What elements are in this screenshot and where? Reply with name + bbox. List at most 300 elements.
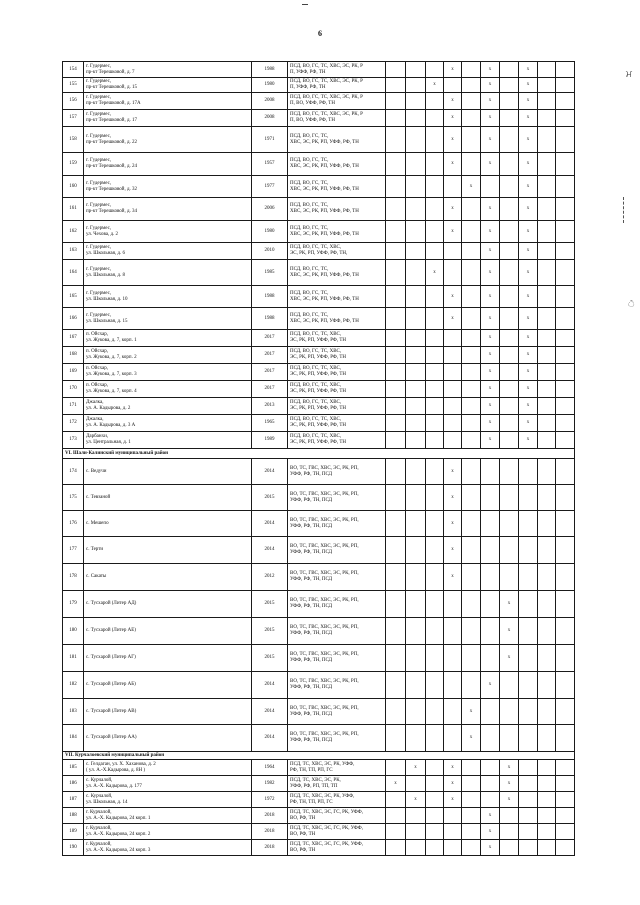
- address-cell: [84, 308, 252, 330]
- mark-cell: х: [500, 792, 519, 808]
- mark-cell: [556, 347, 575, 364]
- mark-cell: [556, 511, 575, 537]
- address-cell: [84, 198, 252, 221]
- year-cell: 2017: [252, 347, 288, 364]
- mark-cell: [500, 432, 519, 449]
- works-cell: [288, 672, 386, 699]
- address-line-2: пр-кт Терешковой, д. 17А: [86, 101, 141, 106]
- mark-cell: х: [519, 286, 538, 308]
- mark-cell: [500, 221, 519, 243]
- mark-cell: х: [481, 808, 500, 824]
- mark-cell: [519, 776, 538, 792]
- mark-cell: [538, 672, 556, 699]
- row-number: 176: [63, 511, 84, 537]
- works-line-1: ПСД, ВО, ГС, ТС, ХВС,: [290, 332, 342, 338]
- mark-cell: [386, 645, 406, 672]
- table-row: [63, 286, 575, 308]
- mark-cell: [556, 176, 575, 198]
- mark-cell: х: [519, 347, 538, 364]
- address-line-1: г. Гудермес,: [86, 225, 112, 231]
- row-number: 188: [63, 808, 84, 824]
- address-cell: [84, 127, 252, 153]
- works-line-1: ПСД, ТС, ХВС, ЭС, РК,: [290, 777, 341, 783]
- address-line-1: г. Гудермес,: [86, 95, 112, 101]
- mark-cell: х: [444, 537, 462, 564]
- mark-cell: [538, 699, 556, 725]
- works-line-2: РФ, ТН, ТП, РП, ГС: [290, 799, 333, 805]
- mark-cell: [444, 347, 462, 364]
- table-row: [63, 564, 575, 591]
- year-cell: 1980: [252, 221, 288, 243]
- mark-cell: [386, 176, 406, 198]
- works-line-2: ХВС, ЭС, РК, РП, УФФ, РФ, ТН: [290, 186, 359, 192]
- year-cell: 2017: [252, 381, 288, 398]
- works-line-2: ХВС, ЭС, РК, РП, УФФ, РФ, ТН: [290, 139, 359, 145]
- mark-cell: [519, 485, 538, 511]
- mark-cell: х: [481, 260, 500, 286]
- address-cell: [84, 776, 252, 792]
- mark-cell: [386, 699, 406, 725]
- works-line-2: УФФ, РФ, ТН, ПСД: [290, 523, 332, 529]
- mark-cell: х: [519, 243, 538, 260]
- mark-cell: [444, 591, 462, 618]
- address-line-1: г. Курчалой,: [86, 841, 112, 847]
- address-line-2: пр-кт Терешковой, д. 17: [86, 118, 138, 123]
- works-line-1: ПСД, ВО, ГС, ТС,: [290, 180, 329, 186]
- works-line-2: УФФ, РФ, ТН, ПСД: [290, 738, 332, 743]
- mark-cell: х: [481, 347, 500, 364]
- mark-cell: [406, 591, 426, 618]
- address-line-1: г. Гудермес,: [86, 158, 112, 164]
- mark-cell: [556, 725, 575, 752]
- section-row: [63, 449, 575, 459]
- mark-cell: [519, 537, 538, 564]
- mark-cell: [426, 415, 444, 432]
- address-line-1: п. Ойсхар,: [86, 349, 109, 355]
- mark-cell: [500, 699, 519, 725]
- mark-cell: [556, 93, 575, 110]
- mark-cell: [462, 286, 481, 308]
- mark-cell: [386, 243, 406, 260]
- row-number: 187: [63, 792, 84, 808]
- works-line-1: ПСД, ВО, ГС, ТС, ХВС,: [290, 349, 342, 355]
- mark-cell: х: [500, 591, 519, 618]
- mark-cell: [519, 840, 538, 856]
- row-number: 172: [63, 415, 84, 432]
- works-line-2: ЭС, РК, РП, УФФ, РФ, ТН: [290, 423, 347, 428]
- mark-cell: [556, 62, 575, 78]
- row-number: 175: [63, 485, 84, 511]
- works-line-1: ПСД, ТС, ХВС, ЭС, РК, УФФ,: [290, 761, 355, 767]
- mark-cell: х: [444, 760, 462, 776]
- mark-cell: х: [444, 792, 462, 808]
- mark-cell: [556, 153, 575, 176]
- mark-cell: [444, 824, 462, 840]
- works-line-1: ПСД, ВО, ГС, ТС, ХВС,: [290, 383, 342, 389]
- mark-cell: х: [426, 78, 444, 93]
- mark-cell: [386, 286, 406, 308]
- works-cell: [288, 127, 386, 153]
- mark-cell: [538, 618, 556, 645]
- address-line-2: ул. Центральная, д. 1: [86, 440, 131, 445]
- works-line-1: ВО, ТС, ГВС, ХВС, ЭС, РК, РП,: [290, 652, 359, 658]
- mark-cell: [462, 78, 481, 93]
- table-row: [63, 364, 575, 381]
- mark-cell: [406, 432, 426, 449]
- mark-cell: х: [462, 725, 481, 752]
- address-line-1: г. Гудермес,: [86, 245, 112, 251]
- mark-cell: [386, 415, 406, 432]
- mark-cell: [406, 808, 426, 824]
- address-line-2: ул. Жукова, д. 7, корп. 3: [86, 372, 137, 377]
- year-cell: 1988: [252, 308, 288, 330]
- row-number: 181: [63, 645, 84, 672]
- mark-cell: [556, 537, 575, 564]
- mark-cell: [406, 221, 426, 243]
- address-cell: [84, 459, 252, 485]
- table-row: [63, 198, 575, 221]
- mark-cell: х: [519, 260, 538, 286]
- works-line-1: ВО, ТС, ГВС, ХВС, ЭС, РК, РП,: [290, 598, 359, 604]
- works-cell: [288, 286, 386, 308]
- mark-cell: х: [444, 776, 462, 792]
- table-row: [63, 699, 575, 725]
- mark-cell: х: [406, 760, 426, 776]
- address-line-1: с. Гелдаган, ул. Х. Хаханова, д. 2: [86, 761, 156, 767]
- year-cell: 1971: [252, 127, 288, 153]
- mark-cell: [519, 618, 538, 645]
- mark-cell: [500, 511, 519, 537]
- address-cell: [84, 537, 252, 564]
- works-line-1: ПСД, ВО, ГС, ТС, ХВС,: [290, 434, 342, 440]
- mark-cell: [538, 347, 556, 364]
- mark-cell: [406, 381, 426, 398]
- mark-cell: [426, 308, 444, 330]
- mark-cell: [426, 537, 444, 564]
- address-line-1: с. Тусхарой (Литер АЕ): [86, 628, 136, 634]
- mark-cell: х: [481, 198, 500, 221]
- address-cell: [84, 110, 252, 127]
- works-line-2: ЭС, РК, РП, УФФ, РФ, ТН: [290, 372, 347, 377]
- mark-cell: [386, 459, 406, 485]
- mark-cell: [500, 824, 519, 840]
- works-line-2: ХВС, ЭС, РК, РП, УФФ, РФ, ТН: [290, 209, 359, 214]
- year-cell: 2014: [252, 537, 288, 564]
- mark-cell: [538, 243, 556, 260]
- address-line-2: ул. А.-Х. Кадырова, 24 корп. 1: [86, 815, 151, 821]
- mark-cell: [444, 176, 462, 198]
- year-cell: 2015: [252, 485, 288, 511]
- mark-cell: [462, 459, 481, 485]
- mark-cell: [462, 645, 481, 672]
- works-line-2: УФФ, РФ, ТН, ПСД: [290, 604, 332, 609]
- mark-cell: [538, 198, 556, 221]
- mark-cell: [426, 645, 444, 672]
- mark-cell: х: [481, 381, 500, 398]
- mark-cell: [556, 432, 575, 449]
- year-cell: 1982: [252, 776, 288, 792]
- mark-cell: [500, 564, 519, 591]
- mark-cell: х: [481, 398, 500, 415]
- works-line-1: ВО, ТС, ГВС, ХВС, ЭС, РК, РП,: [290, 517, 359, 523]
- mark-cell: [426, 286, 444, 308]
- works-line-1: ПСД, ВО, ГС, ТС, ХВС, ЭС, РК, Р: [290, 63, 363, 69]
- address-cell: [84, 330, 252, 347]
- works-line-2: ХВС, ЭС, РК, РП, УФФ, РФ, ТН: [290, 272, 359, 278]
- mark-cell: [556, 792, 575, 808]
- works-line-2: УФФ, РФ, ТН, ПСД: [290, 658, 332, 663]
- row-number: 180: [63, 618, 84, 645]
- works-cell: [288, 824, 386, 840]
- mark-cell: [462, 808, 481, 824]
- mark-cell: [462, 127, 481, 153]
- row-number: 189: [63, 824, 84, 840]
- address-cell: [84, 840, 252, 856]
- address-line-2: ул. Жукова, д. 7, корп. 1: [86, 338, 137, 343]
- mark-cell: [426, 699, 444, 725]
- mark-cell: [426, 347, 444, 364]
- row-number: 182: [63, 672, 84, 699]
- address-line-2: ул. А. Кадырова, д. 2: [86, 406, 131, 411]
- address-cell: [84, 725, 252, 752]
- address-line-1: с. Тусхарой (Литер АБ): [86, 682, 136, 688]
- table-row: [63, 591, 575, 618]
- mark-cell: [462, 415, 481, 432]
- mark-cell: х: [500, 776, 519, 792]
- mark-cell: х: [500, 645, 519, 672]
- mark-cell: х: [481, 127, 500, 153]
- address-line-1: с. Курчалой,: [86, 793, 113, 799]
- address-cell: [84, 93, 252, 110]
- register-table: [62, 61, 575, 856]
- mark-cell: х: [481, 432, 500, 449]
- mark-cell: [444, 725, 462, 752]
- works-line-2: УФФ, РФ, ТН, ПСД: [290, 577, 332, 582]
- table-row: [63, 725, 575, 752]
- mark-cell: [500, 364, 519, 381]
- mark-cell: х: [481, 308, 500, 330]
- row-number: 159: [63, 153, 84, 176]
- year-cell: 2008: [252, 110, 288, 127]
- address-line-2: ул. Школьная, д. 14: [86, 799, 128, 805]
- mark-cell: [406, 62, 426, 78]
- works-cell: [288, 840, 386, 856]
- table-row: [63, 62, 575, 78]
- year-cell: 2008: [252, 93, 288, 110]
- works-line-1: ПСД, ВО, ГС, ТС,: [290, 266, 329, 272]
- works-cell: [288, 243, 386, 260]
- address-cell: [84, 286, 252, 308]
- year-cell: 2014: [252, 459, 288, 485]
- address-cell: [84, 381, 252, 398]
- works-line-1: ВО, ТС, ГВС, ХВС, ЭС, РК, РП,: [290, 571, 359, 577]
- works-line-1: ПСД, ВО, ГС, ТС, ХВС, ЭС, РК, Р: [290, 112, 363, 118]
- works-cell: [288, 176, 386, 198]
- mark-cell: х: [481, 221, 500, 243]
- works-line-2: П, ВО, УФФ, РФ, ТН: [290, 118, 335, 123]
- address-line-2: ( ул. А.-Х.Кадырова, д. 8Н ): [86, 767, 146, 773]
- mark-cell: [538, 93, 556, 110]
- row-number: 157: [63, 110, 84, 127]
- works-cell: [288, 432, 386, 449]
- mark-cell: [426, 459, 444, 485]
- address-line-2: ул. Жукова, д. 7, корп. 2: [86, 355, 137, 360]
- year-cell: 2015: [252, 618, 288, 645]
- mark-cell: х: [519, 432, 538, 449]
- mark-cell: [538, 511, 556, 537]
- mark-cell: [444, 364, 462, 381]
- row-number: 158: [63, 127, 84, 153]
- works-cell: [288, 808, 386, 824]
- mark-cell: [406, 485, 426, 511]
- mark-cell: х: [444, 221, 462, 243]
- mark-cell: х: [481, 286, 500, 308]
- mark-cell: [386, 618, 406, 645]
- row-number: 164: [63, 260, 84, 286]
- year-cell: 1985: [252, 260, 288, 286]
- mark-cell: [538, 153, 556, 176]
- mark-cell: [426, 176, 444, 198]
- mark-cell: х: [519, 330, 538, 347]
- mark-cell: [406, 347, 426, 364]
- works-cell: [288, 725, 386, 752]
- year-cell: 1965: [252, 415, 288, 432]
- mark-cell: [556, 110, 575, 127]
- works-line-2: УФФ, РФ, ТН, ПСД: [290, 711, 332, 717]
- table-row: [63, 243, 575, 260]
- works-line-1: ПСД, ВО, ГС, ТС,: [290, 290, 329, 296]
- mark-cell: [444, 672, 462, 699]
- year-cell: 1964: [252, 760, 288, 776]
- mark-cell: [556, 198, 575, 221]
- year-cell: 2013: [252, 398, 288, 415]
- year-cell: 2015: [252, 645, 288, 672]
- mark-cell: [406, 699, 426, 725]
- works-cell: [288, 792, 386, 808]
- mark-cell: [481, 760, 500, 776]
- mark-cell: [462, 760, 481, 776]
- mark-cell: [556, 308, 575, 330]
- works-cell: [288, 511, 386, 537]
- mark-cell: [538, 776, 556, 792]
- mark-cell: [406, 176, 426, 198]
- mark-cell: [462, 243, 481, 260]
- mark-cell: [386, 432, 406, 449]
- mark-cell: х: [444, 286, 462, 308]
- works-line-2: УФФ, РФ, ТН, ПСД: [290, 471, 332, 477]
- mark-cell: [386, 672, 406, 699]
- scan-mark-right-small: ੇ: [628, 300, 635, 309]
- mark-cell: [556, 824, 575, 840]
- works-line-2: ВО, РФ, ТН: [290, 847, 316, 853]
- works-line-1: ПСД, ВО, ГС, ТС, ХВС, ЭС, РК, Р: [290, 95, 363, 101]
- works-line-2: П, УФФ, РФ, ТН: [290, 69, 326, 75]
- mark-cell: [386, 364, 406, 381]
- year-cell: 2014: [252, 725, 288, 752]
- mark-cell: [426, 760, 444, 776]
- row-number: 154: [63, 62, 84, 78]
- year-cell: 1988: [252, 286, 288, 308]
- works-line-1: ВО, ТС, ГВС, ХВС, ЭС, РК, РП,: [290, 625, 359, 631]
- mark-cell: [406, 286, 426, 308]
- row-number: 161: [63, 198, 84, 221]
- address-cell: [84, 511, 252, 537]
- row-number: 186: [63, 776, 84, 792]
- mark-cell: [556, 618, 575, 645]
- works-cell: [288, 591, 386, 618]
- address-cell: [84, 347, 252, 364]
- mark-cell: [444, 699, 462, 725]
- row-number: 169: [63, 364, 84, 381]
- mark-cell: [386, 808, 406, 824]
- address-line-1: с. Тусхарой (Литер АА): [86, 735, 137, 741]
- row-number: 163: [63, 243, 84, 260]
- mark-cell: [462, 381, 481, 398]
- mark-cell: [538, 760, 556, 776]
- mark-cell: [538, 459, 556, 485]
- mark-cell: [462, 93, 481, 110]
- row-number: 190: [63, 840, 84, 856]
- address-line-2: пр-кт Терешковой, д. 22: [86, 139, 138, 145]
- mark-cell: [426, 618, 444, 645]
- address-line-2: ул. А.-Х. Кадырова, 24 корп. 3: [86, 847, 151, 853]
- address-line-1: с. Тевзаной: [86, 494, 111, 500]
- works-line-2: ХВС, ЭС, РК, РП, УФФ, РФ, ТН: [290, 164, 359, 169]
- row-number: 183: [63, 699, 84, 725]
- mark-cell: [406, 824, 426, 840]
- mark-cell: [538, 62, 556, 78]
- table-row: [63, 110, 575, 127]
- works-cell: [288, 78, 386, 93]
- table-row: [63, 78, 575, 93]
- works-line-2: ЭС, РК, РП, УФФ, РФ, ТН: [290, 355, 347, 360]
- works-cell: [288, 330, 386, 347]
- mark-cell: [481, 591, 500, 618]
- mark-cell: х: [444, 459, 462, 485]
- mark-cell: [500, 485, 519, 511]
- mark-cell: [556, 127, 575, 153]
- mark-cell: [406, 110, 426, 127]
- address-cell: [84, 260, 252, 286]
- works-line-2: П, ВО, УФФ, РФ, ТН: [290, 101, 335, 106]
- address-line-2: ул. А. Кадырова, д. 3 А: [86, 423, 136, 428]
- works-cell: [288, 415, 386, 432]
- mark-cell: [556, 459, 575, 485]
- row-number: 171: [63, 398, 84, 415]
- mark-cell: х: [519, 176, 538, 198]
- mark-cell: [386, 221, 406, 243]
- mark-cell: [386, 330, 406, 347]
- mark-cell: [500, 93, 519, 110]
- table-row: [63, 308, 575, 330]
- mark-cell: [462, 347, 481, 364]
- mark-cell: [386, 308, 406, 330]
- mark-cell: х: [519, 415, 538, 432]
- mark-cell: [556, 840, 575, 856]
- mark-cell: [500, 725, 519, 752]
- mark-cell: [556, 78, 575, 93]
- mark-cell: [556, 330, 575, 347]
- mark-cell: [538, 364, 556, 381]
- mark-cell: [444, 840, 462, 856]
- address-line-1: г. Гудермес,: [86, 63, 112, 69]
- mark-cell: [500, 78, 519, 93]
- mark-cell: [519, 672, 538, 699]
- mark-cell: х: [481, 93, 500, 110]
- works-cell: [288, 153, 386, 176]
- works-cell: [288, 93, 386, 110]
- year-cell: 2017: [252, 364, 288, 381]
